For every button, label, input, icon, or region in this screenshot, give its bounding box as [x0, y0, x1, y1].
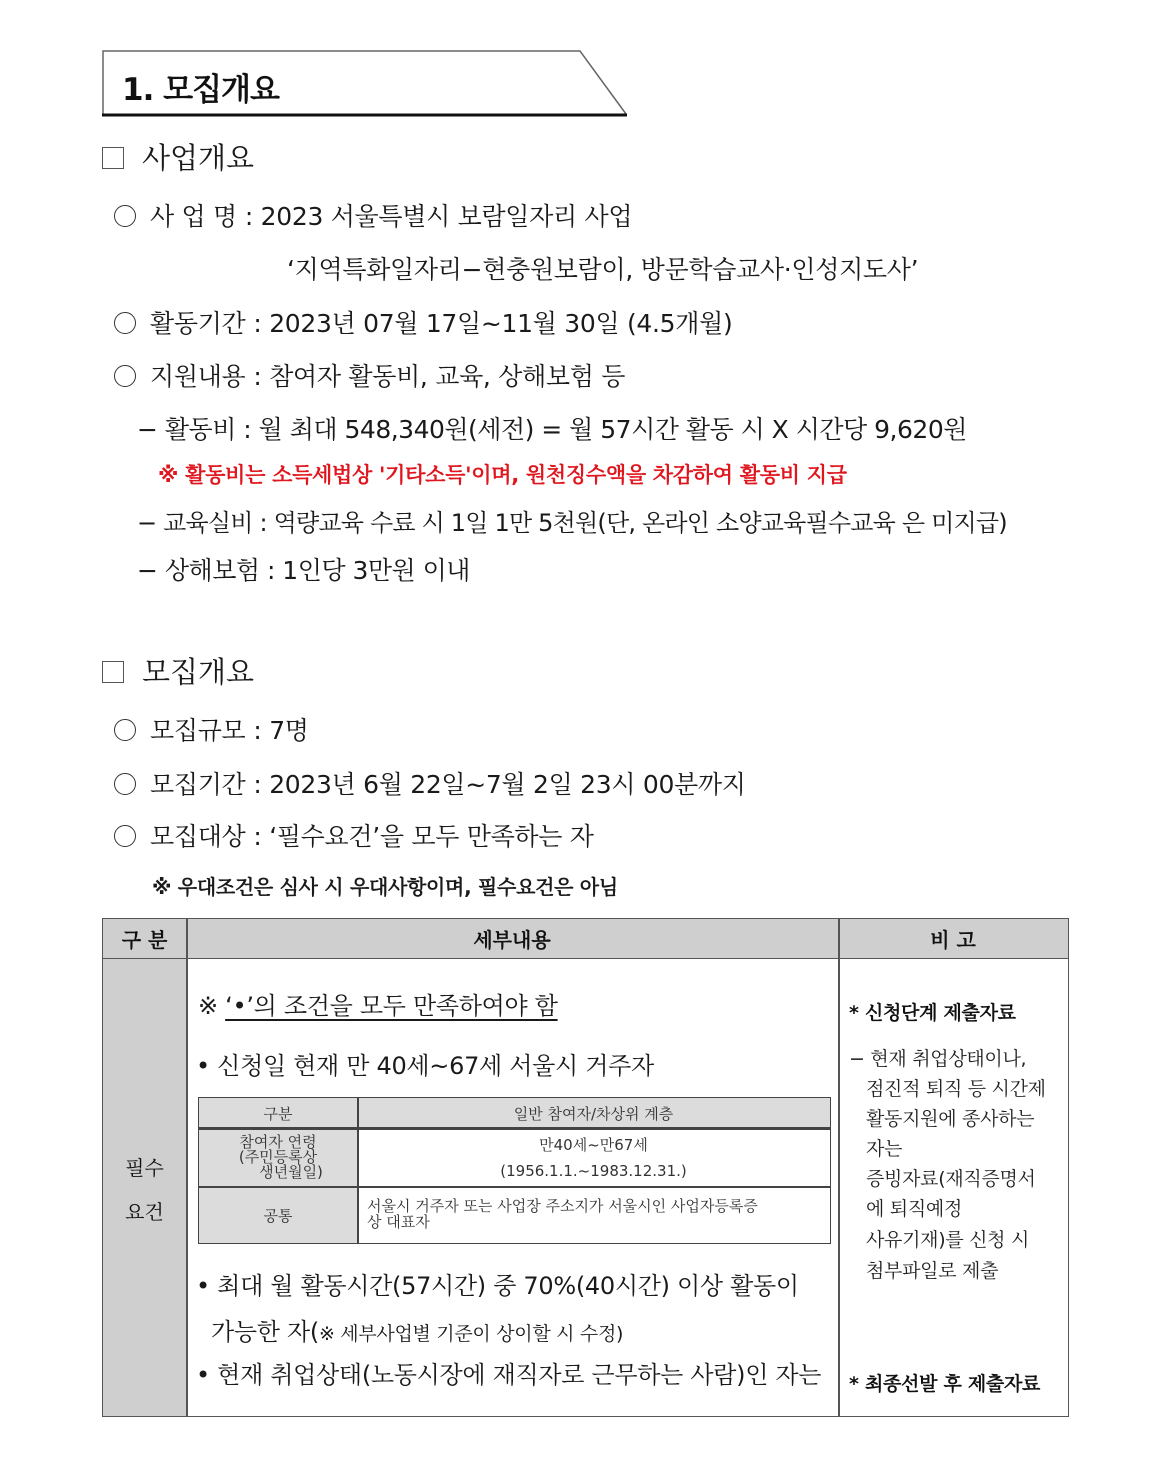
preference-note: ※ 우대조건은 심사 시 우대사항이며, 필수요건은 아님	[152, 875, 618, 899]
activity-fee-line: − 활동비 : 월 최대 548,340원(세전) = 월 57시간 활동 시 X 시간당 9,620원	[137, 415, 967, 444]
circle-bullet-icon	[114, 773, 136, 795]
item-value: 2023년 07월 17일~11월 30일 (4.5개월)	[269, 309, 733, 338]
heading-text: 사업개요	[142, 141, 255, 175]
remark-line: 증빙자료(재직증명서	[866, 1168, 1036, 1190]
square-bullet-icon	[102, 661, 124, 683]
remark-final-selection-title: * 최종선발 후 제출자료	[849, 1373, 1041, 1395]
inner-header-group: 일반 참여자/차상위 계층	[513, 1104, 674, 1123]
requirement-employment: • 현재 취업상태(노동시장에 재직자로 근무하는 사람)인 자는	[196, 1361, 822, 1389]
requirement-activity-hours-line2: 가능한 자(※ 세부사업별 기준이 상이할 시 수정)	[211, 1318, 624, 1346]
age-value-cell: 만40세~만67세 (1956.1.1.~1983.12.31.)	[500, 1135, 687, 1180]
col-header-remarks: 비 고	[838, 919, 1068, 959]
circle-bullet-icon	[114, 825, 136, 847]
education-fee-line: − 교육실비 : 역량교육 수료 시 1일 1만 5천원(단, 온라인 소양교육필수교육 은 미지급)	[137, 509, 1007, 537]
remark-line: 에 퇴직예정	[866, 1198, 963, 1220]
recruit-size-item: 모집규모 : 7명	[114, 711, 309, 747]
row-label-line2: 요건	[125, 1200, 164, 1224]
business-overview-heading	[102, 136, 254, 177]
recruit-overview-heading	[102, 650, 254, 691]
item-key: 모집기간	[150, 770, 246, 799]
remark-line: 첨부파일로 제출	[866, 1260, 999, 1282]
condition-note-text: ‘•’의 조건을 모두 만족하여야 함	[225, 992, 558, 1020]
remark-line: 활동지원에 종사하는	[866, 1108, 1035, 1130]
remark-line: 점진적 퇴직 등 시간제	[866, 1078, 1046, 1100]
section-title: 1. 모집개요	[122, 72, 279, 108]
item-key: 모집대상	[150, 822, 246, 851]
item-key: 모집규모	[150, 716, 246, 745]
insurance-line: − 상해보험 : 1인당 3만원 이내	[137, 556, 470, 585]
common-label-cell: 공통	[263, 1206, 293, 1225]
item-key: 지원내용	[150, 362, 246, 391]
remark-line: 자는	[866, 1138, 903, 1160]
support-content-item: 지원내용 : 참여자 활동비, 교육, 상해보험 등	[114, 357, 625, 393]
circle-bullet-icon	[114, 312, 136, 334]
activity-fee-tax-note: ※ 활동비는 소득세법상 '기타소득'이며, 원천징수액을 차감하여 활동비 지급	[158, 463, 847, 487]
item-value: 2023 서울특별시 보람일자리 사업	[260, 202, 633, 231]
item-key: 활동기간	[150, 309, 246, 338]
item-value: ‘필수요건’을 모두 만족하는 자	[269, 822, 594, 851]
item-value: 7명	[269, 716, 309, 745]
item-value: 참여자 활동비, 교육, 상해보험 등	[269, 362, 626, 391]
activity-period-item: 활동기간 : 2023년 07월 17일~11월 30일 (4.5개월)	[114, 304, 732, 340]
row-label-cell	[103, 959, 186, 1416]
age-label-cell: 참여자 연령 (주민등록상 생년월일)	[238, 1133, 323, 1181]
requirement-activity-hours: • 최대 월 활동시간(57시간) 중 70%(40시간) 이상 활동이	[196, 1272, 799, 1300]
square-bullet-icon	[102, 147, 124, 169]
circle-bullet-icon	[114, 365, 136, 387]
requirement-age-residence: • 신청일 현재 만 40세~67세 서울시 거주자	[196, 1052, 654, 1080]
remark-line: − 현재 취업상태이나,	[849, 1048, 1027, 1070]
recruit-target-item: 모집대상 : ‘필수요건’을 모두 만족하는 자	[114, 817, 594, 853]
circle-bullet-icon	[114, 205, 136, 227]
condition-note: ※ ‘•’의 조건을 모두 만족하여야 함	[198, 992, 558, 1020]
common-value-cell: 서울시 거주자 또는 사업장 주소지가 서울시인 사업자등록증 상 대표자	[367, 1197, 758, 1231]
business-name-item: 사 업 명 : 2023 서울특별시 보람일자리 사업	[114, 197, 632, 233]
item-value: 2023년 6월 22일~7월 2일 23시 00분까지	[269, 770, 746, 799]
col-header-category: 구 분	[103, 919, 186, 959]
circle-bullet-icon	[114, 719, 136, 741]
col-header-details: 세부내용	[186, 919, 838, 959]
remark-application-docs-title: * 신청단계 제출자료	[849, 1002, 1016, 1024]
item-key: 사 업 명	[150, 202, 237, 231]
row-label-line1: 필수	[125, 1156, 164, 1180]
divider	[838, 919, 840, 1416]
recruit-period-item: 모집기간 : 2023년 6월 22일~7월 2일 23시 00분까지	[114, 765, 746, 801]
heading-text: 모집개요	[142, 655, 255, 689]
divider	[186, 919, 188, 1416]
remark-line: 사유기재)를 신청 시	[866, 1229, 1030, 1251]
business-name-line2: ‘지역특화일자리−현충원보람이, 방문학습교사·인성지도사’	[287, 255, 919, 284]
inner-header-category: 구분	[263, 1104, 293, 1123]
age-criteria-table	[198, 1097, 831, 1244]
section-header-banner	[102, 50, 627, 116]
